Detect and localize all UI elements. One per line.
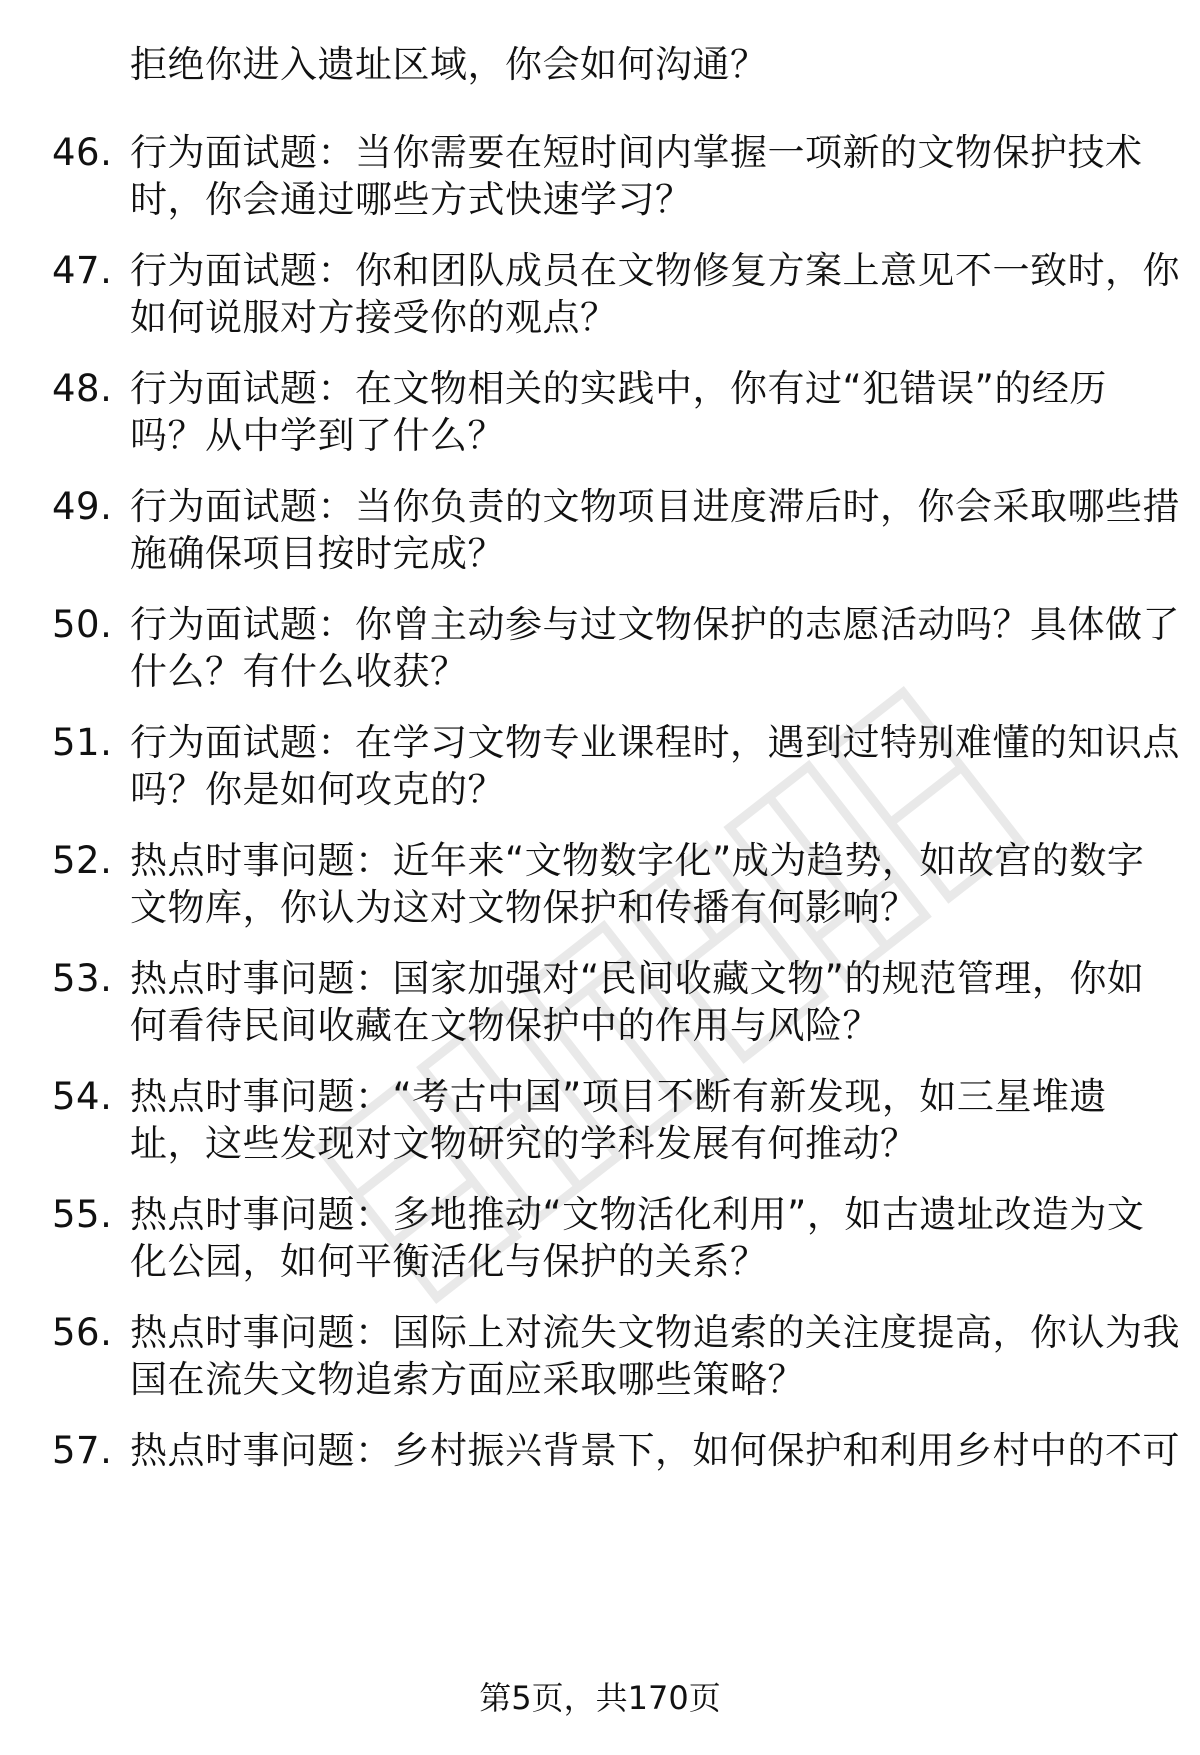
- item-text: 文物库，你认为这对文物保护和传播有何影响？: [130, 886, 918, 929]
- item-text: 行为面试题：当你需要在短时间内掌握一项新的文物保护技术: [130, 131, 1143, 174]
- item-text: 化公园，如何平衡活化与保护的关系？: [130, 1240, 768, 1283]
- item-number: 55.: [52, 1193, 113, 1236]
- item-text: 行为面试题：当你负责的文物项目进度滞后时，你会采取哪些措: [130, 485, 1180, 528]
- item-text: 址，这些发现对文物研究的学科发展有何推动？: [130, 1122, 918, 1165]
- item-number: 52.: [52, 839, 113, 882]
- item-text: 施确保项目按时完成？: [130, 532, 505, 575]
- item-text: 热点时事问题：国际上对流失文物追索的关注度提高，你认为我: [130, 1311, 1180, 1354]
- item-text: 热点时事问题：近年来“文物数字化”成为趋势，如故宫的数字: [130, 839, 1145, 882]
- item-text: 热点时事问题：“考古中国”项目不断有新发现，如三星堆遗: [130, 1075, 1107, 1118]
- item-text: 如何说服对方接受你的观点？: [130, 296, 618, 339]
- item-text: 国在流失文物追索方面应采取哪些策略？: [130, 1358, 805, 1401]
- item-number: 49.: [52, 485, 113, 528]
- item-text: 行为面试题：在文物相关的实践中，你有过“犯错误”的经历: [130, 367, 1107, 410]
- item-number: 46.: [52, 131, 113, 174]
- item-text: 热点时事问题：多地推动“文物活化利用”，如古遗址改造为文: [130, 1193, 1145, 1236]
- continuation-text: 拒绝你进入遗址区域，你会如何沟通？: [130, 43, 768, 86]
- item-number: 56.: [52, 1311, 113, 1354]
- item-text: 吗？你是如何攻克的？: [130, 768, 505, 811]
- item-text: 吗？从中学到了什么？: [130, 414, 505, 457]
- item-number: 57.: [52, 1429, 113, 1472]
- page-footer: 第5页，共170页: [479, 1679, 721, 1717]
- item-text: 热点时事问题：乡村振兴背景下，如何保护和利用乡村中的不可: [130, 1429, 1180, 1472]
- item-number: 47.: [52, 249, 113, 292]
- item-number: 51.: [52, 721, 113, 764]
- item-text: 何看待民间收藏在文物保护中的作用与风险？: [130, 1004, 880, 1047]
- item-number: 50.: [52, 603, 113, 646]
- item-text: 行为面试题：你和团队成员在文物修复方案上意见不一致时，你: [130, 249, 1180, 292]
- item-text: 行为面试题：你曾主动参与过文物保护的志愿活动吗？具体做了: [130, 603, 1180, 646]
- item-text: 热点时事问题：国家加强对“民间收藏文物”的规范管理，你如: [130, 957, 1145, 1000]
- item-number: 53.: [52, 957, 113, 1000]
- item-number: 54.: [52, 1075, 113, 1118]
- item-text: 行为面试题：在学习文物专业课程时，遇到过特别难懂的知识点: [130, 721, 1180, 764]
- item-text: 什么？有什么收获？: [130, 650, 468, 693]
- item-number: 48.: [52, 367, 113, 410]
- item-text: 时，你会通过哪些方式快速学习？: [130, 178, 693, 221]
